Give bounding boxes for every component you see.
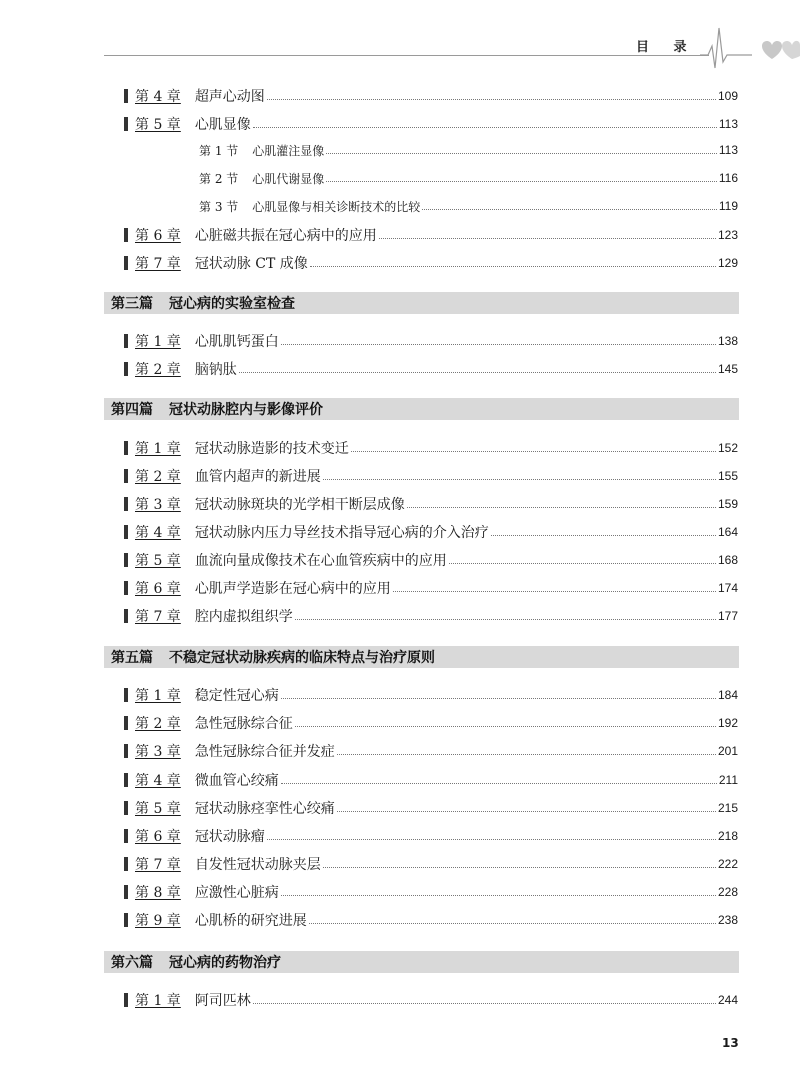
header-rule [104,55,709,56]
part-heading[interactable] [104,951,739,973]
toc-chapter-entry[interactable] [124,85,738,107]
chapter-label: 第 7 章 [135,857,181,873]
chapter-title: 心肌声学造影在冠心病中的应用 [194,581,391,597]
chapter-marker [124,362,128,376]
chapter-label: 第 2 章 [135,716,181,732]
part-heading[interactable] [104,398,739,420]
chapter-marker [124,857,128,871]
dot-leader [337,811,716,812]
chapter-label: 第 6 章 [135,228,181,244]
page-ref: 159 [717,497,738,511]
chapter-label: 第 1 章 [135,993,181,1009]
chapter-title: 稳定性冠心病 [194,688,279,704]
chapter-title: 冠状动脉造影的技术变迁 [194,441,349,457]
page-ref: 113 [718,117,738,131]
toc-chapter-entry[interactable] [124,825,738,847]
chapter-title: 冠状动脉 CT 成像 [194,256,308,272]
page-number: 13 [722,1036,739,1050]
page-ref: 119 [718,199,738,213]
toc-chapter-entry[interactable] [124,330,738,352]
page-ref: 177 [717,609,738,623]
dot-leader [267,839,716,840]
chapter-title: 心肌肌钙蛋白 [194,334,279,350]
dot-leader [253,1003,716,1004]
dot-leader [239,372,716,373]
part-label: 第六篇 [111,955,153,971]
chapter-label: 第 7 章 [135,256,181,272]
dot-leader [326,181,717,182]
chapter-marker [124,609,128,623]
section-title: 心肌灌注显像 [252,143,325,158]
part-label: 第五篇 [111,650,153,666]
part-title: 不稳定冠状动脉疾病的临床特点与治疗原则 [169,650,435,666]
chapter-title: 心脏磁共振在冠心病中的应用 [194,228,377,244]
dot-leader [295,619,716,620]
page-ref: 109 [717,89,738,103]
running-header-title: 目 录 [636,40,697,55]
chapter-title: 冠状动脉痉挛性心绞痛 [194,801,335,817]
chapter-label: 第 4 章 [135,89,181,105]
chapter-marker [124,993,128,1007]
chapter-marker [124,716,128,730]
chapter-marker [124,744,128,758]
chapter-label: 第 3 章 [135,744,181,760]
chapter-label: 第 7 章 [135,609,181,625]
part-title: 冠状动脉腔内与影像评价 [169,402,323,418]
toc-chapter-entry[interactable] [124,881,738,903]
chapter-marker [124,688,128,702]
page-ref: 174 [717,581,738,595]
section-label: 第 2 节 [199,171,239,186]
dot-leader [337,754,716,755]
toc-chapter-entry[interactable] [124,712,738,734]
chapter-marker [124,553,128,567]
page-ref: 116 [718,171,738,185]
page-ref: 138 [717,334,738,348]
chapter-title: 心肌桥的研究进展 [194,913,307,929]
toc-chapter-entry[interactable] [124,549,738,571]
page-ref: 184 [717,688,738,702]
part-title: 冠心病的实验室检查 [169,296,295,312]
chapter-label: 第 1 章 [135,688,181,704]
toc-chapter-entry[interactable] [124,797,738,819]
chapter-title: 心肌显像 [194,117,251,133]
chapter-marker [124,913,128,927]
page-ref: 211 [718,773,738,787]
chapter-label: 第 6 章 [135,581,181,597]
chapter-label: 第 2 章 [135,469,181,485]
toc-chapter-entry[interactable] [124,684,738,706]
page-ref: 218 [717,829,738,843]
toc-section-entry[interactable] [199,140,738,160]
chapter-title: 腔内虚拟组织学 [194,609,293,625]
chapter-label: 第 1 章 [135,441,181,457]
page-ref: 228 [717,885,738,899]
chapter-title: 微血管心绞痛 [194,773,279,789]
dot-leader [326,153,717,154]
dot-leader [449,563,716,564]
chapter-title: 阿司匹林 [194,993,251,1009]
chapter-label: 第 5 章 [135,117,181,133]
toc-chapter-entry[interactable] [124,465,738,487]
toc-chapter-entry[interactable] [124,252,738,274]
page-ref: 129 [717,256,738,270]
toc-chapter-entry[interactable] [124,113,738,135]
page-ref: 152 [717,441,738,455]
part-label: 第三篇 [111,296,153,312]
page-ref: 168 [717,553,738,567]
chapter-marker [124,829,128,843]
page-ref: 192 [717,716,738,730]
toc-chapter-entry[interactable] [124,989,738,1011]
part-heading[interactable] [104,646,739,668]
chapter-title: 超声心动图 [194,89,265,105]
page-ref: 222 [717,857,738,871]
chapter-title: 应激性心脏病 [194,885,279,901]
chapter-title: 冠状动脉瘤 [194,829,265,845]
chapter-marker [124,256,128,270]
chapter-label: 第 4 章 [135,525,181,541]
toc-chapter-entry[interactable] [124,853,738,875]
chapter-marker [124,773,128,787]
dot-leader [309,923,716,924]
chapter-label: 第 5 章 [135,553,181,569]
chapter-title: 急性冠脉综合征 [194,716,293,732]
page-ref: 164 [717,525,738,539]
toc-chapter-entry[interactable] [124,493,738,515]
chapter-marker [124,117,128,131]
chapter-label: 第 6 章 [135,829,181,845]
part-label: 第四篇 [111,402,153,418]
toc-chapter-entry[interactable] [124,740,738,762]
chapter-marker [124,228,128,242]
chapter-marker [124,334,128,348]
chapter-marker [124,801,128,815]
dot-leader [281,895,716,896]
dot-leader [323,867,716,868]
toc-chapter-entry[interactable] [124,577,738,599]
chapter-title: 脑钠肽 [194,362,237,378]
dot-leader [422,209,717,210]
chapter-label: 第 3 章 [135,497,181,513]
heartbeat-heart-icon [700,18,800,78]
dot-leader [407,507,716,508]
page-ref: 113 [718,143,738,157]
chapter-marker [124,89,128,103]
chapter-title: 冠状动脉内压力导丝技术指导冠心病的介入治疗 [194,525,489,541]
page-ref: 215 [717,801,738,815]
toc-section-entry[interactable] [199,196,738,216]
chapter-title: 自发性冠状动脉夹层 [194,857,321,873]
page-ref: 244 [717,993,738,1007]
chapter-label: 第 8 章 [135,885,181,901]
toc-chapter-entry[interactable] [124,437,738,459]
dot-leader [281,344,716,345]
page-ref: 155 [717,469,738,483]
toc-chapter-entry[interactable] [124,358,738,380]
chapter-marker [124,441,128,455]
dot-leader [351,451,716,452]
toc-section-entry[interactable] [199,168,738,188]
section-label: 第 3 节 [199,199,239,214]
dot-leader [267,99,716,100]
dot-leader [323,479,716,480]
chapter-title: 血管内超声的新进展 [194,469,321,485]
chapter-marker [124,885,128,899]
chapter-marker [124,581,128,595]
dot-leader [281,698,716,699]
section-title: 心肌显像与相关诊断技术的比较 [252,199,421,214]
toc-chapter-entry[interactable] [124,605,738,627]
chapter-marker [124,497,128,511]
chapter-title: 冠状动脉斑块的光学相干断层成像 [194,497,405,513]
toc-chapter-entry[interactable] [124,521,738,543]
chapter-label: 第 4 章 [135,773,181,789]
page-ref: 123 [717,228,738,242]
dot-leader [393,591,716,592]
chapter-title: 急性冠脉综合征并发症 [194,744,335,760]
dot-leader [295,726,716,727]
page-ref: 145 [717,362,738,376]
chapter-label: 第 2 章 [135,362,181,378]
part-heading[interactable] [104,292,739,314]
toc-chapter-entry[interactable] [124,769,738,791]
toc-chapter-entry[interactable] [124,909,738,931]
chapter-label: 第 5 章 [135,801,181,817]
page-ref: 201 [717,744,738,758]
toc-chapter-entry[interactable] [124,224,738,246]
dot-leader [379,238,716,239]
dot-leader [491,535,716,536]
chapter-label: 第 1 章 [135,334,181,350]
part-title: 冠心病的药物治疗 [169,955,281,971]
page-ref: 238 [717,913,738,927]
section-title: 心肌代谢显像 [252,171,325,186]
section-label: 第 1 节 [199,143,239,158]
chapter-title: 血流向量成像技术在心血管疾病中的应用 [194,553,447,569]
dot-leader [281,783,717,784]
dot-leader [310,266,716,267]
chapter-marker [124,525,128,539]
chapter-label: 第 9 章 [135,913,181,929]
dot-leader [253,127,717,128]
chapter-marker [124,469,128,483]
